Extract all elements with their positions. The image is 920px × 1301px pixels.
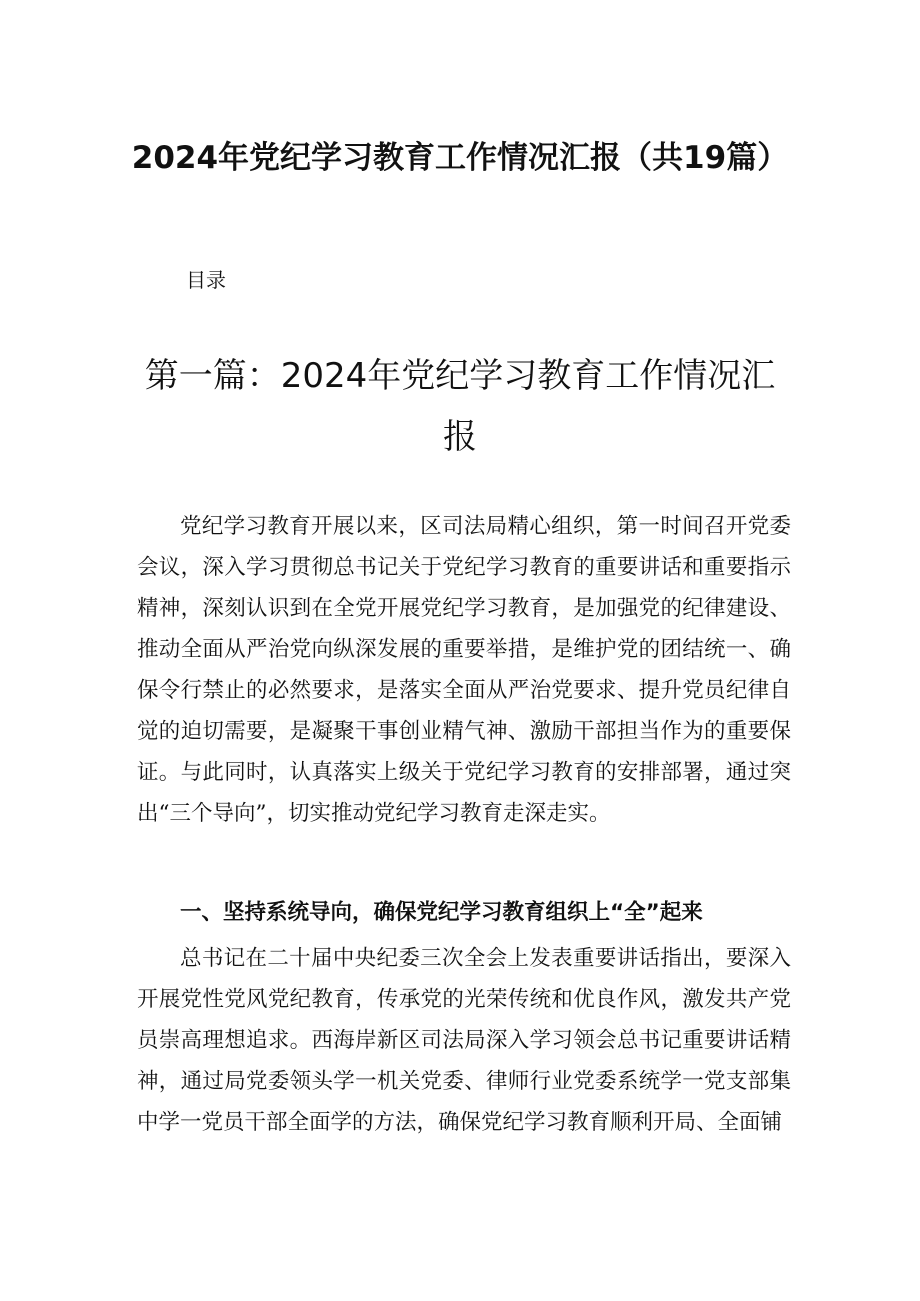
body-paragraph: 党纪学习教育开展以来，区司法局精心组织，第一时间召开党委会议，深入学习贯彻总书记关于党纪学习教育的重要讲话和重要指示精神，深刻认识到在全党开展党纪学习教育，是加强党的纪律建设、推动全面从严治党向纵深发展的重要举措，是维护党的团结统一、确保令行禁止的必然要求，是落实全面从严治党要求、提升党员纪律自觉的迫切需要，是凝聚干事创业精气神、激励干部担当作为的重要保证。与此同时，认真落实上级关于党纪学习教育的安排部署，通过突出“三个导向”，切实推动党纪学习教育走深走实。 xyxy=(137,514,791,826)
sub-heading: 一、坚持系统导向，确保党纪学习教育组织上“全”起来 xyxy=(180,900,703,925)
document-title: 2024年党纪学习教育工作情况汇报（共19篇） xyxy=(131,140,789,176)
body-paragraph: 总书记在二十届中央纪委三次全会上发表重要讲话指出，要深入开展党性党风党纪教育，传承党的光荣传统和优良作风，激发共产党员崇高理想追求。西海岸新区司法局深入学习领会总书记重要讲话精神，通过局党委领头学一机关党委、律师行业党委系统学一党支部集中学一党员干部全面学的方法，确保党纪学习教育顺利开局、全面铺 xyxy=(137,946,791,1135)
section-title: 第一篇：2024年党纪学习教育工作情况汇报 xyxy=(144,356,776,457)
table-of-contents-label: 目录 xyxy=(186,268,226,292)
